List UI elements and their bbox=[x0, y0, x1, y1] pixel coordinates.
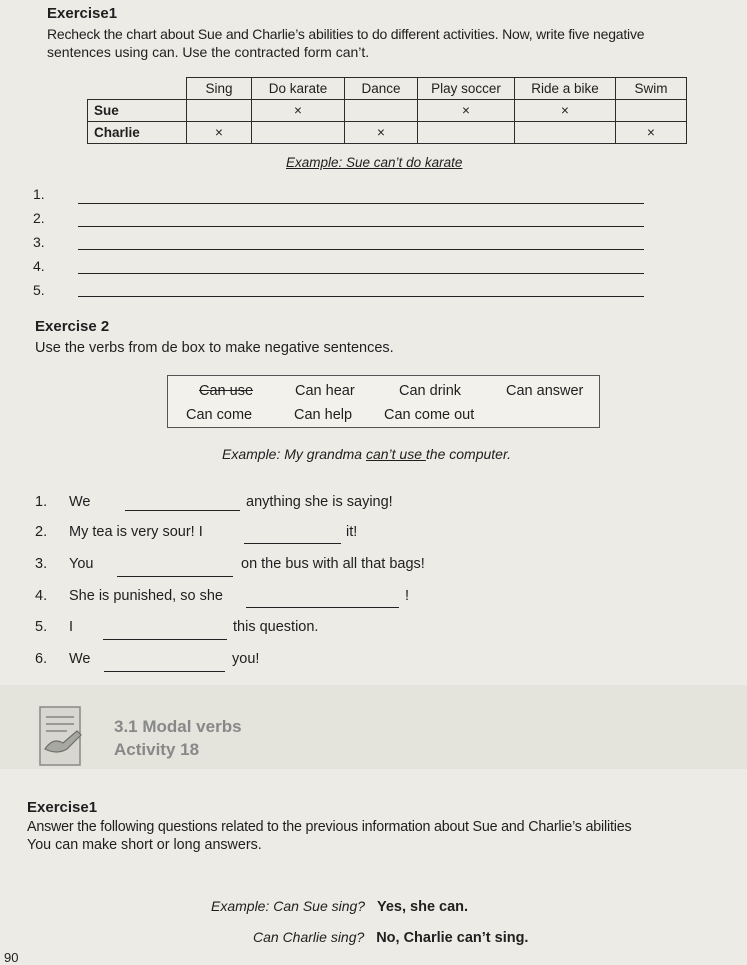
chart-row-name: Sue bbox=[88, 100, 187, 122]
verb-option: Can come out bbox=[384, 407, 475, 423]
sentence-end: ! bbox=[405, 588, 410, 604]
chart-cell bbox=[252, 122, 345, 144]
exercise1-instructions-line1: Recheck the chart about Sue and Charlie’s abilities to do different activities. Now, write five negative bbox=[47, 26, 645, 42]
chart-header: Dance bbox=[345, 78, 418, 100]
chart-cell: × bbox=[515, 100, 616, 122]
exercise1-example: Example: Sue can’t do karate bbox=[286, 155, 463, 170]
sentence-end: on the bus with all that bags! bbox=[241, 556, 425, 572]
abilities-chart bbox=[87, 77, 687, 144]
section-band bbox=[0, 685, 747, 769]
sentence-blank-1[interactable] bbox=[125, 510, 240, 511]
sentence-end: you! bbox=[232, 651, 260, 667]
chart-cell bbox=[515, 122, 616, 144]
chart-cell: × bbox=[616, 122, 687, 144]
answer-line-2[interactable] bbox=[78, 226, 644, 227]
book-pencil-icon bbox=[37, 703, 87, 769]
section-subtitle: Activity 18 bbox=[114, 740, 200, 759]
exercise3-title: Exercise1 bbox=[27, 799, 98, 816]
sentence-start: We bbox=[69, 651, 91, 667]
example-question-text: Can Charlie sing? bbox=[253, 929, 365, 945]
verb-option: Can come bbox=[186, 407, 253, 423]
example-question-1 bbox=[211, 898, 468, 915]
chart-cell: × bbox=[187, 122, 252, 144]
example-suffix: the computer. bbox=[425, 446, 511, 462]
answer-number: 4. bbox=[33, 258, 45, 274]
chart-header-blank bbox=[88, 78, 187, 100]
chart-cell: × bbox=[418, 100, 515, 122]
example-question-2 bbox=[253, 929, 528, 946]
sentence-start: I bbox=[69, 619, 74, 635]
sentence-end: this question. bbox=[233, 619, 319, 635]
chart-header: Ride a bike bbox=[515, 78, 616, 100]
answer-number: 3. bbox=[33, 234, 45, 250]
sentence-blank-2[interactable] bbox=[244, 543, 341, 544]
verb-box bbox=[167, 375, 600, 428]
answer-number: 1. bbox=[33, 186, 45, 202]
chart-row-name: Charlie bbox=[88, 122, 187, 144]
answer-line-1[interactable] bbox=[78, 203, 644, 204]
chart-cell bbox=[616, 100, 687, 122]
sentence-start: She is punished, so she bbox=[69, 588, 223, 604]
answer-number: 5. bbox=[33, 282, 45, 298]
chart-cell: × bbox=[252, 100, 345, 122]
chart-cell bbox=[418, 122, 515, 144]
exercise2-title: Exercise 2 bbox=[35, 318, 110, 335]
example-question-text: Example: Can Sue sing? bbox=[211, 898, 366, 914]
sentence-blank-6[interactable] bbox=[104, 671, 225, 672]
exercise2-instructions: Use the verbs from de box to make negative sentences. bbox=[35, 340, 394, 356]
sentence-number: 3. bbox=[35, 556, 48, 572]
example-answer-text: Yes, she can. bbox=[376, 899, 469, 915]
exercise1-title: Exercise1 bbox=[47, 5, 118, 22]
example-prefix: Example: My grandma bbox=[222, 446, 366, 462]
sentence-blank-3[interactable] bbox=[117, 576, 233, 577]
answer-number: 2. bbox=[33, 210, 45, 226]
sentence-blank-4[interactable] bbox=[246, 607, 399, 608]
answer-line-3[interactable] bbox=[78, 249, 644, 250]
sentence-blank-5[interactable] bbox=[103, 639, 227, 640]
exercise1-instructions-line2: sentences using can. Use the contracted form can’t. bbox=[47, 44, 370, 60]
section-title: 3.1 Modal verbs bbox=[114, 717, 242, 736]
sentence-number: 5. bbox=[35, 619, 48, 635]
sentence-start: We bbox=[69, 494, 91, 510]
chart-header: Do karate bbox=[252, 78, 345, 100]
sentence-end: it! bbox=[346, 524, 358, 540]
page-number: 90 bbox=[4, 950, 19, 965]
sentence-end: anything she is saying! bbox=[246, 494, 393, 510]
exercise3-instructions-line1: Answer the following questions related to the previous information about Sue and Charlie’s abilities bbox=[27, 819, 632, 835]
chart-cell bbox=[187, 100, 252, 122]
exercise2-example bbox=[222, 446, 511, 462]
exercise3-instructions-line2: You can make short or long answers. bbox=[27, 837, 262, 853]
sentence-number: 6. bbox=[35, 651, 48, 667]
answer-line-5[interactable] bbox=[78, 296, 644, 297]
chart-header: Sing bbox=[187, 78, 252, 100]
chart-header: Swim bbox=[616, 78, 687, 100]
answer-line-4[interactable] bbox=[78, 273, 644, 274]
chart-cell bbox=[345, 100, 418, 122]
chart-cell: × bbox=[345, 122, 418, 144]
sentence-number: 2. bbox=[35, 524, 48, 540]
sentence-number: 4. bbox=[35, 588, 48, 604]
chart-header: Play soccer bbox=[418, 78, 515, 100]
verb-option-used: Can use bbox=[199, 383, 254, 399]
example-answer-text: No, Charlie can’t sing. bbox=[376, 930, 529, 946]
verb-option: Can help bbox=[294, 407, 353, 423]
sentence-number: 1. bbox=[35, 494, 48, 510]
example-answer: can’t use bbox=[365, 446, 426, 462]
sentence-start: You bbox=[69, 556, 94, 572]
verb-option: Can drink bbox=[399, 383, 462, 399]
verb-option: Can answer bbox=[506, 383, 584, 399]
verb-option: Can hear bbox=[295, 383, 355, 399]
sentence-start: My tea is very sour! I bbox=[69, 524, 203, 540]
